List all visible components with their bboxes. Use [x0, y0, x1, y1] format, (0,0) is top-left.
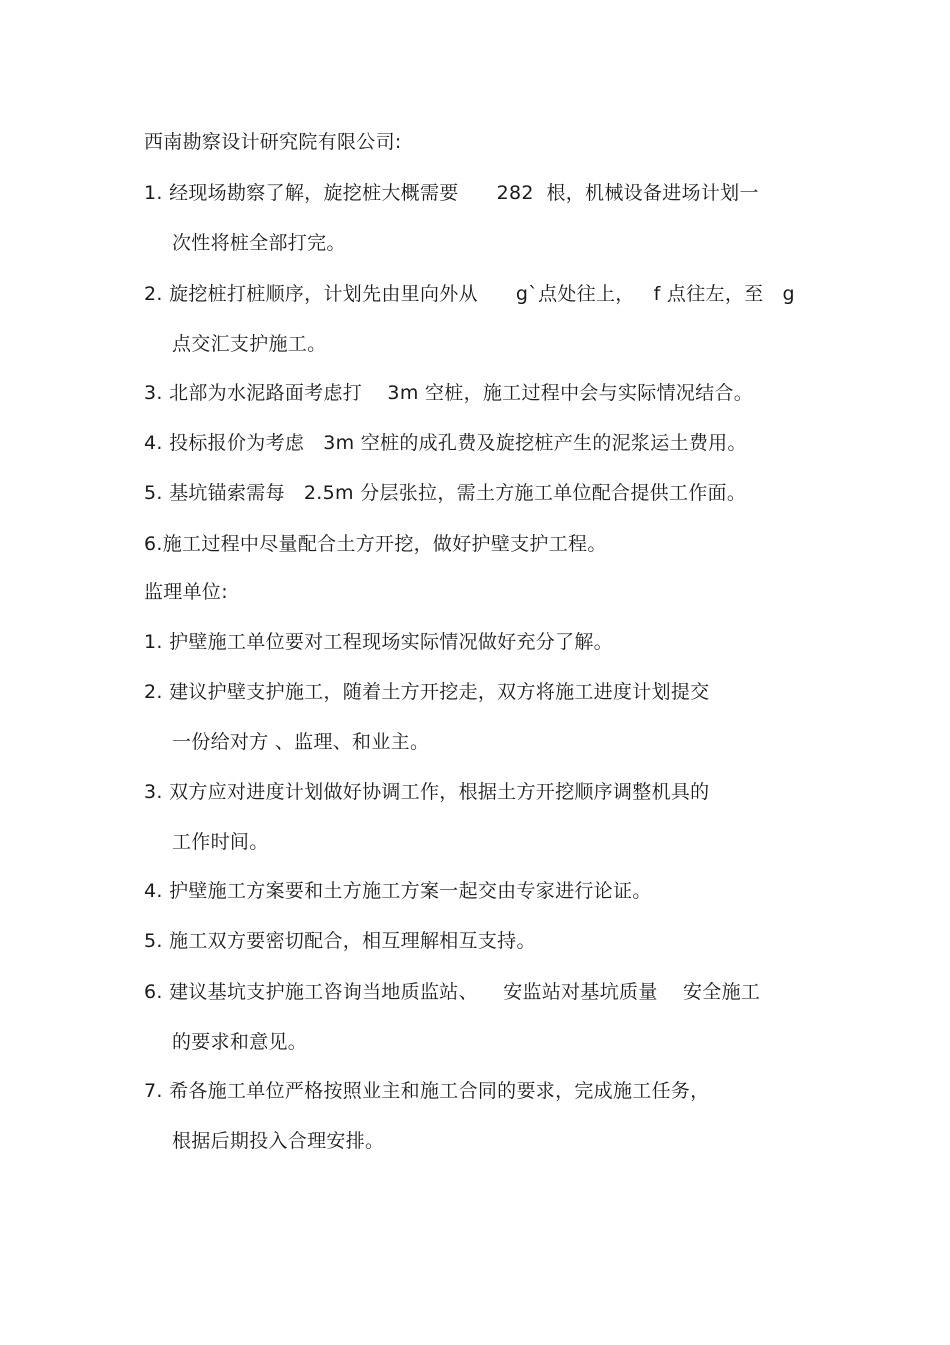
item-continuation: 工作时间。	[172, 831, 269, 853]
item-number: 2.	[144, 681, 163, 703]
item-continuation: 次性将桩全部打完。	[172, 232, 346, 254]
item-text: 护壁施工单位要对工程现场实际情况做好充分了解。	[169, 631, 613, 653]
list-item	[144, 878, 652, 904]
item-number: 4.	[144, 880, 163, 902]
list-item	[144, 979, 760, 1005]
item-text: 护壁施工方案要和土方施工方案一起交由专家进行论证。	[169, 880, 652, 902]
item-number: 5.	[144, 930, 163, 952]
item-continuation: 根据后期投入合理安排。	[172, 1130, 385, 1152]
item-continuation: 点交汇支护施工。	[172, 333, 327, 355]
item-text: 经现场勘察了解，旋挖桩大概需要 282 根，机械设备进场计划一	[169, 182, 759, 204]
section1-heading: 西南勘察设计研究院有限公司:	[144, 131, 402, 153]
list-item	[144, 180, 759, 206]
item-number: 1.	[144, 182, 163, 204]
list-item	[144, 928, 536, 954]
item-continuation: 一份给对方 、监理、和业主。	[172, 731, 430, 753]
item-number: 3.	[144, 382, 163, 404]
item-text: 建议基坑支护施工咨询当地质监站、 安监站对基坑质量 安全施工	[169, 981, 761, 1003]
item-number: 4.	[144, 432, 163, 454]
list-item	[144, 1078, 709, 1104]
item-number: 5.	[144, 482, 163, 504]
item-text: 北部为水泥路面考虑打 3m 空桩，施工过程中会与实际情况结合。	[169, 382, 754, 404]
list-item	[144, 430, 747, 456]
item-number: 7.	[144, 1080, 163, 1102]
item-text: 基坑锚索需每 2.5m 分层张拉，需土方施工单位配合提供工作面。	[169, 482, 747, 504]
item-text: 旋挖桩打桩顺序，计划先由里向外从 g`点处往上， f 点往左，至 g	[169, 283, 795, 305]
list-item	[144, 629, 613, 655]
section2-heading: 监理单位:	[144, 581, 228, 603]
list-item	[144, 281, 795, 307]
item-text: 投标报价为考虑 3m 空桩的成孔费及旋挖桩产生的泥浆运土费用。	[169, 432, 747, 454]
item-text: 双方应对进度计划做好协调工作，根据土方开挖顺序调整机具的	[169, 781, 710, 803]
item-text: 建议护壁支护施工，随着土方开挖走，双方将施工进度计划提交	[169, 681, 710, 703]
item-number: 2.	[144, 283, 163, 305]
list-item: 6.施工过程中尽量配合土方开挖，做好护壁支护工程。	[144, 533, 607, 555]
list-item	[144, 380, 753, 406]
item-number: 6.	[144, 981, 163, 1003]
item-text: 施工双方要密切配合，相互理解相互支持。	[169, 930, 536, 952]
list-item	[144, 480, 746, 506]
item-text: 希各施工单位严格按照业主和施工合同的要求，完成施工任务，	[169, 1080, 710, 1102]
item-continuation: 的要求和意见。	[172, 1031, 308, 1053]
item-number: 3.	[144, 781, 163, 803]
list-item	[144, 779, 709, 805]
list-item	[144, 679, 709, 705]
item-number: 1.	[144, 631, 163, 653]
